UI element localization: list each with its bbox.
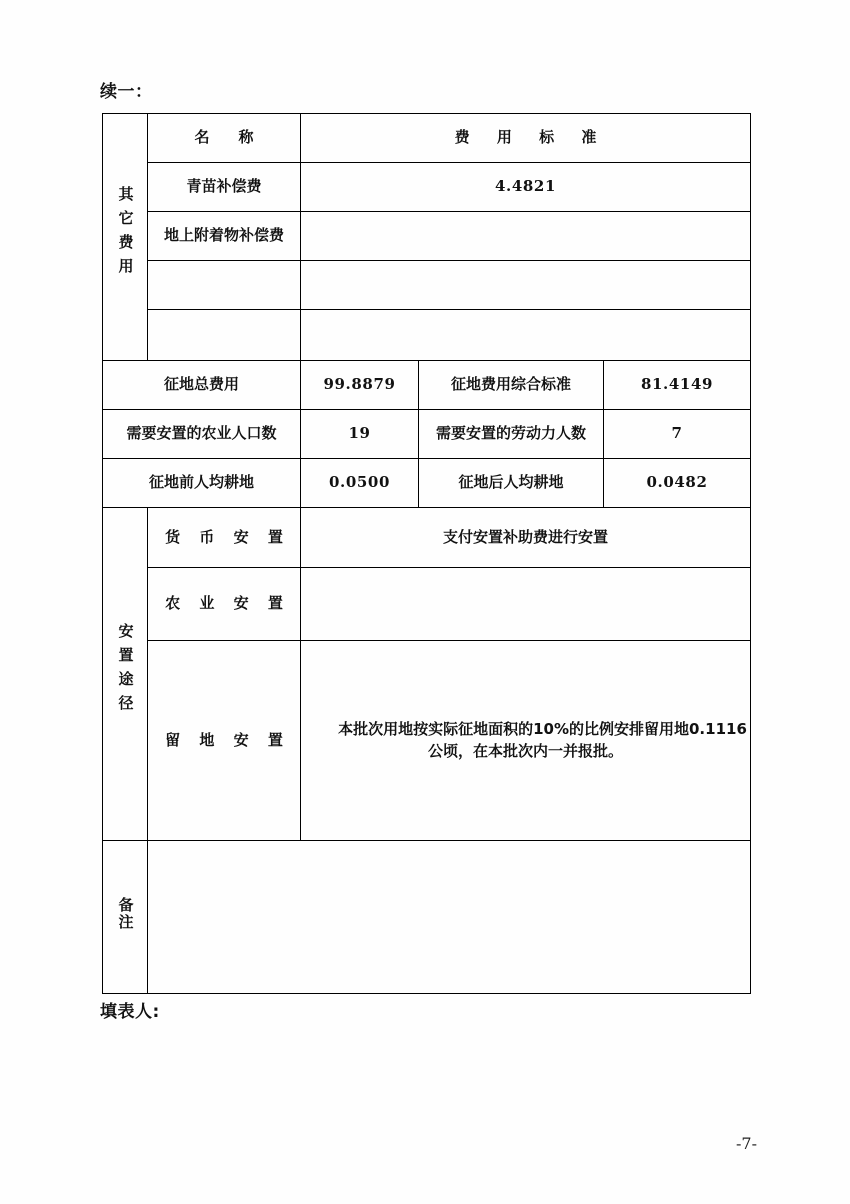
summary-label-total-cost: 征地总费用 [103,361,301,410]
summary-label-labor-population: 需要安置的劳动力人数 [419,410,604,459]
rail-label-remarks [103,841,148,994]
rail-label-resettlement-method-text: 安置途径 [116,622,135,719]
summary-label-farmland-after: 征地后人均耕地 [419,459,604,508]
summary-value-labor-population: 7 [604,410,751,459]
fee-standard-cell [301,261,751,310]
table-row [103,261,751,310]
rail-label-resettlement-method [103,508,148,841]
table-row [103,163,751,212]
table-row [103,459,751,508]
table-row [103,212,751,261]
filled-by-label: 填表人: [100,1002,160,1022]
fee-name-cell: 青苗补偿费 [148,163,301,212]
fee-standard-cell [301,212,751,261]
rail-label-remarks-text: 备注 [116,896,135,931]
resettlement-label-land-reservation: 留 地 安 置 [148,641,301,841]
summary-value-total-cost: 99.8879 [301,361,419,410]
resettlement-value-land-reservation: 本批次用地按实际征地面积的10%的比例安排留用地0.1116公顷，在本批次内一并报批。 [301,641,751,841]
resettlement-value-agricultural [301,568,751,641]
header-cell-fee-standard: 费 用 标 准 [301,114,751,163]
fee-name-cell: 地上附着物补偿费 [148,212,301,261]
page-number: -7- [736,1134,757,1153]
summary-value-farmland-after: 0.0482 [604,459,751,508]
fee-standard-cell: 4.4821 [301,163,751,212]
header-cell-fee-name: 名 称 [148,114,301,163]
sheet-continuation-label: 续一： [100,82,153,102]
summary-value-agricultural-population: 19 [301,410,419,459]
table-row [103,361,751,410]
resettlement-label-monetary: 货 币 安 置 [148,508,301,568]
summary-value-farmland-before: 0.0500 [301,459,419,508]
rail-label-other-fees-text: 其它费用 [116,185,135,282]
table-row [103,310,751,361]
table-row [103,114,751,163]
summary-label-farmland-before: 征地前人均耕地 [103,459,301,508]
resettlement-value-monetary: 支付安置补助费进行安置 [301,508,751,568]
remarks-value [148,841,751,994]
table-row [103,410,751,459]
summary-label-comprehensive-standard: 征地费用综合标准 [419,361,604,410]
resettlement-label-agricultural: 农 业 安 置 [148,568,301,641]
table-row [103,568,751,641]
fee-name-cell [148,261,301,310]
table-row [103,641,751,841]
rail-label-other-fees [103,114,148,361]
summary-label-agricultural-population: 需要安置的农业人口数 [103,410,301,459]
table-row [103,841,751,994]
fee-standard-cell [301,310,751,361]
land-requisition-form-table [102,113,751,994]
summary-value-comprehensive-standard: 81.4149 [604,361,751,410]
fee-name-cell [148,310,301,361]
table-row [103,508,751,568]
